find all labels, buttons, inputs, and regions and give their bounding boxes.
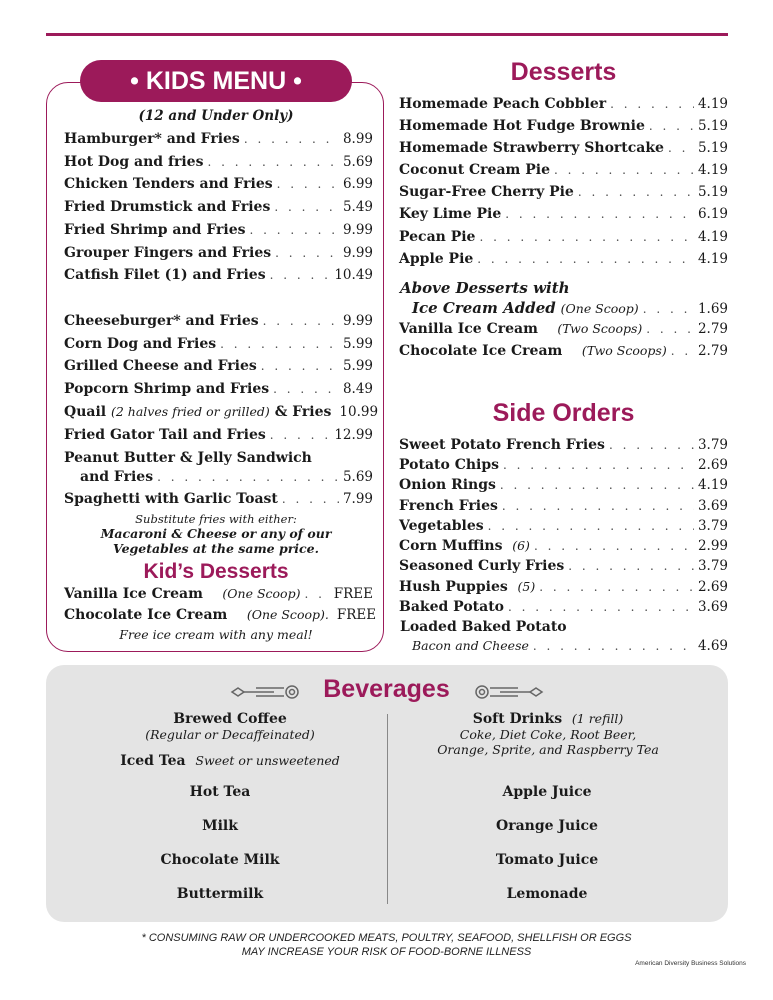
menu-item-pbj-line2: and Fries . . . 5.69 xyxy=(80,469,373,485)
menu-item: Hush Puppies (5) . . . 2.69 xyxy=(399,579,728,595)
menu-item-ice-cream-added: Ice Cream Added (One Scoop) . . . 1.69 xyxy=(412,299,728,317)
menu-item-loaded-potato-sub: Bacon and Cheese . . . 4.69 xyxy=(412,638,728,654)
beverage-item: Milk xyxy=(202,818,238,834)
menu-item-loaded-potato: Loaded Baked Potato xyxy=(400,619,567,635)
menu-item: Corn Dog and Fries . . . 5.99 xyxy=(64,336,373,352)
beverage-item: Orange Juice xyxy=(496,818,598,834)
menu-item: Vegetables . . . 3.79 xyxy=(399,518,728,534)
beverages-title: Beverages xyxy=(323,675,450,703)
menu-item: Homemade Hot Fudge Brownie . . . 5.19 xyxy=(399,118,728,134)
menu-item: Hot Dog and fries . . . 5.69 xyxy=(64,154,373,170)
menu-item: Spaghetti with Garlic Toast . . . 7.99 xyxy=(64,491,373,507)
menu-item: Vanilla Ice Cream (Two Scoops) . . . 2.79 xyxy=(399,321,728,337)
menu-item: Catfish Filet (1) and Fries . . . 10.49 xyxy=(64,267,373,283)
kids-desserts-title: Kid’s Desserts xyxy=(143,560,289,583)
menu-item: Coconut Cream Pie . . . 4.19 xyxy=(399,162,728,178)
menu-item: Potato Chips . . . 2.69 xyxy=(399,457,728,473)
menu-item: Chocolate Ice Cream (Two Scoops) . . . 2.79 xyxy=(399,343,728,359)
desserts-title: Desserts xyxy=(510,58,617,86)
side-orders-title: Side Orders xyxy=(492,399,635,427)
menu-item: Onion Rings . . . 4.19 xyxy=(399,477,728,493)
menu-item: Chocolate Ice Cream (One Scoop). FREE xyxy=(64,607,377,623)
beverage-item: Hot Tea xyxy=(189,784,251,800)
menu-item: Popcorn Shrimp and Fries . . . 8.49 xyxy=(64,381,373,397)
menu-item: Grilled Cheese and Fries . . . 5.99 xyxy=(64,358,373,374)
menu-item: Corn Muffins (6) . . . 2.99 xyxy=(399,538,728,554)
top-rule xyxy=(46,33,728,36)
menu-item-quail: Quail (2 halves fried or grilled) & Fries 10.99 xyxy=(64,404,379,420)
menu-item: Chicken Tenders and Fries . . . 6.99 xyxy=(64,176,373,192)
menu-item-pbj-line1: Peanut Butter & Jelly Sandwich xyxy=(64,450,312,466)
menu-item: Homemade Strawberry Shortcake . . . 5.19 xyxy=(399,140,728,156)
menu-item: Baked Potato . . . 3.69 xyxy=(399,599,728,615)
menu-item: Apple Pie . . . 4.19 xyxy=(399,251,728,267)
menu-item: Grouper Fingers and Fries . . . 9.99 xyxy=(64,245,373,261)
beverage-item: Tomato Juice xyxy=(495,852,599,868)
menu-item: Key Lime Pie . . . 6.19 xyxy=(399,206,728,222)
menu-item: Hamburger* and Fries . . . 8.99 xyxy=(64,131,373,147)
beverage-iced-tea: Iced Tea Sweet or unsweetened xyxy=(120,753,340,769)
substitute-note: Substitute fries with either: Macaroni & Cheese or any of our Vegetables at the same price. xyxy=(100,512,332,556)
consumer-advisory: * CONSUMING RAW OR UNDERCOOKED MEATS, POULTRY, SEAFOOD, SHELLFISH OR EGGS MAY INCREASE YOUR RISK OF FOOD-BORNE ILLNESS xyxy=(141,932,632,958)
beverage-item: Lemonade xyxy=(506,886,588,902)
beverage-coffee: Brewed Coffee (Regular or Decaffeinated) xyxy=(145,711,315,742)
beverage-item: Buttermilk xyxy=(176,886,264,902)
kids-menu-subtitle: (12 and Under Only) xyxy=(138,108,294,124)
menu-item: Sweet Potato French Fries . . . 3.79 xyxy=(399,437,728,453)
menu-item: Seasoned Curly Fries . . . 3.79 xyxy=(399,558,728,574)
ornament-right-icon xyxy=(466,681,546,703)
beverages-divider xyxy=(387,714,388,904)
menu-item: Fried Shrimp and Fries . . . 9.99 xyxy=(64,222,373,238)
menu-item: Fried Gator Tail and Fries . . . 12.99 xyxy=(64,427,373,443)
menu-item: Cheeseburger* and Fries . . . 9.99 xyxy=(64,313,373,329)
menu-item: Fried Drumstick and Fries . . . 5.49 xyxy=(64,199,373,215)
credit-text: American Diversity Business Solutions xyxy=(635,960,746,967)
menu-item: French Fries . . . 3.69 xyxy=(399,498,728,514)
menu-item: Pecan Pie . . . 4.19 xyxy=(399,229,728,245)
menu-item: Vanilla Ice Cream (One Scoop) . . . FREE xyxy=(64,586,373,602)
beverage-soft-drinks: Soft Drinks (1 refill) Coke, Diet Coke, Root Beer, Orange, Sprite, and Raspberry Tea xyxy=(437,711,659,757)
menu-item: Sugar-Free Cherry Pie . . . 5.19 xyxy=(399,184,728,200)
free-ice-cream-note: Free ice cream with any meal! xyxy=(119,627,313,642)
kids-menu-title: • KIDS MENU • xyxy=(80,60,352,102)
menu-item: Homemade Peach Cobbler . . . 4.19 xyxy=(399,96,728,112)
beverage-item: Apple Juice xyxy=(502,784,592,800)
above-desserts-heading: Above Desserts with xyxy=(400,279,570,297)
beverage-item: Chocolate Milk xyxy=(160,852,280,868)
